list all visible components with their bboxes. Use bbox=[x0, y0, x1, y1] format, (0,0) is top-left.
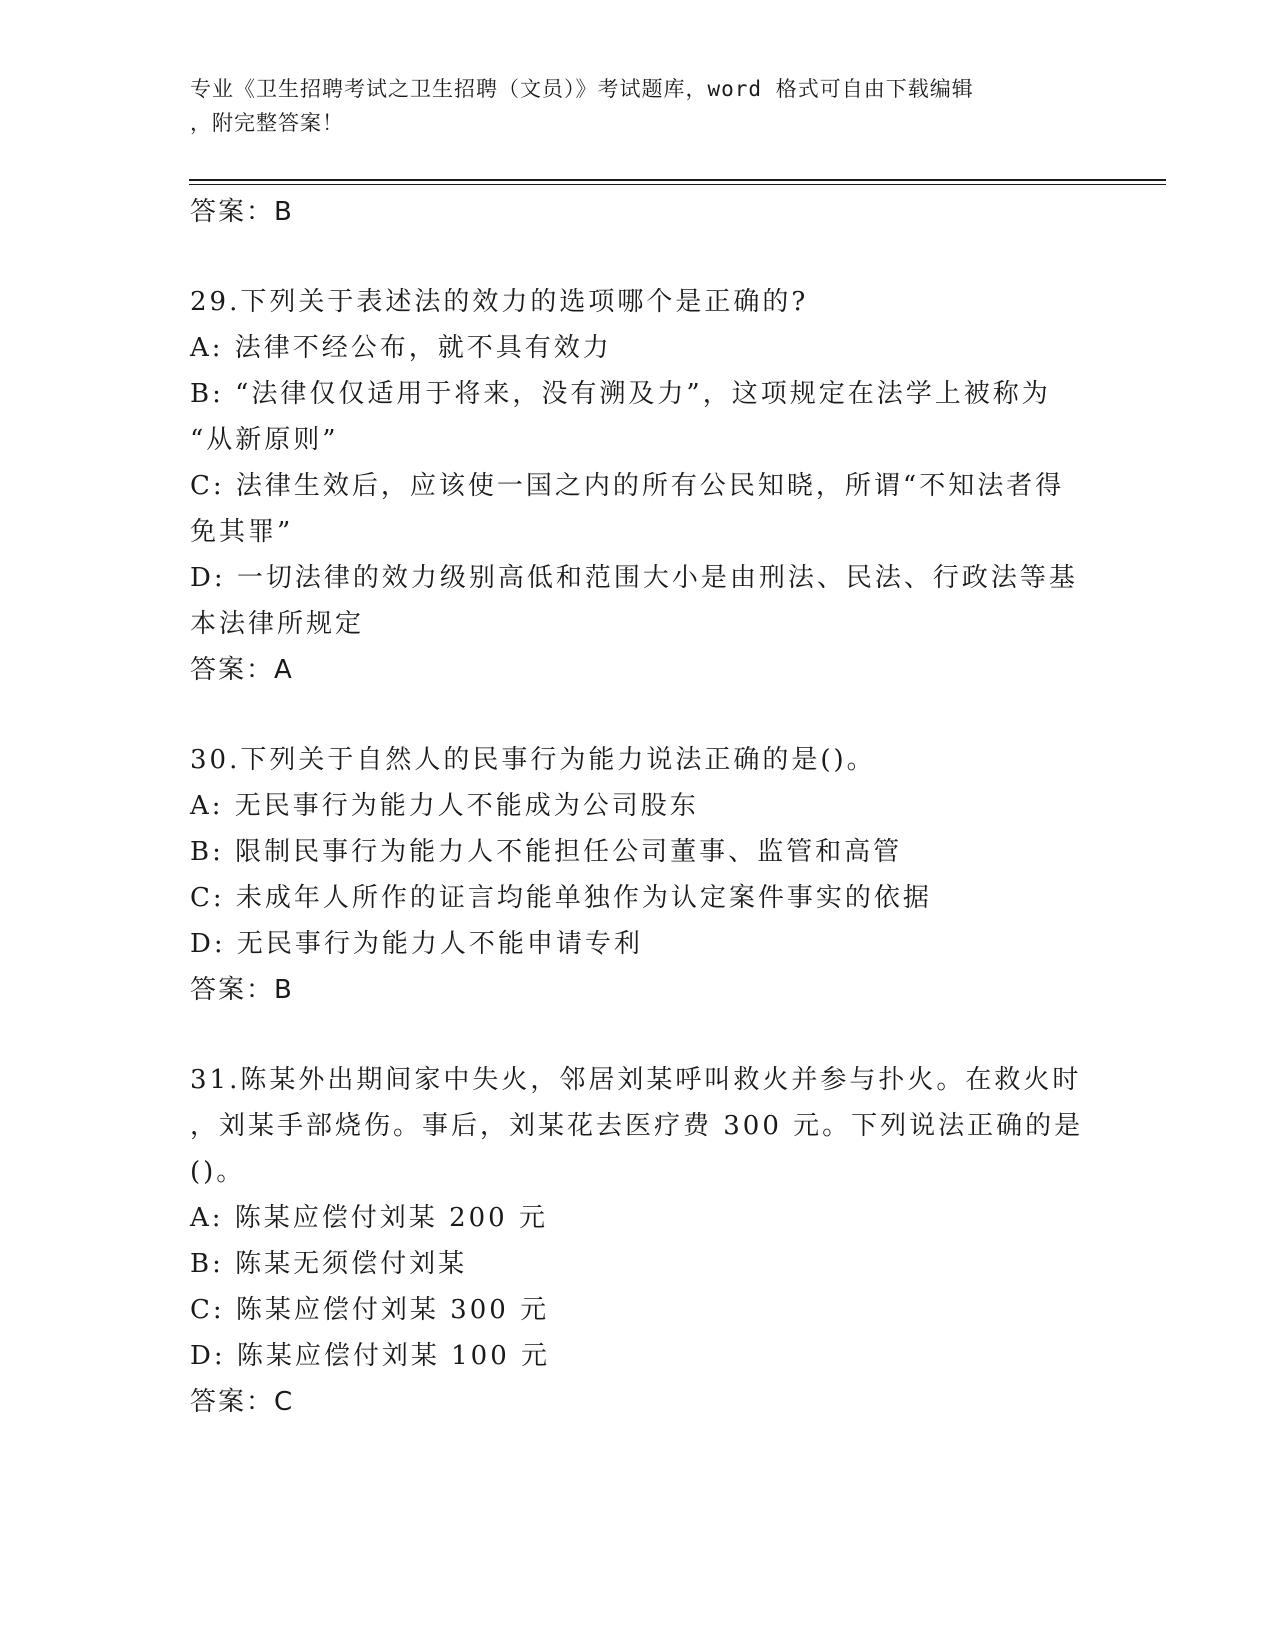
question-text: 30.下列关于自然人的民事行为能力说法正确的是()。 bbox=[190, 745, 876, 775]
header-line-2: ，附完整答案！ bbox=[190, 111, 344, 135]
previous-answer: 答案：B bbox=[190, 197, 294, 227]
header-rule-thick bbox=[189, 179, 1166, 181]
question-text-line-1: 31.陈某外出期间家中失火，邻居刘某呼叫救火并参与扑火。在救火时 bbox=[190, 1065, 1082, 1095]
header-line-1: 专业《卫生招聘考试之卫生招聘（文员）》考试题库，word 格式可自由下载编辑 bbox=[190, 77, 974, 101]
option-b-line-1: B: “法律仅仅适用于将来，没有溯及力”，这项规定在法学上被称为 bbox=[190, 379, 1051, 409]
option-a: A: 无民事行为能力人不能成为公司股东 bbox=[190, 791, 699, 821]
option-d-line-1: D: 一切法律的效力级别高低和范围大小是由刑法、民法、行政法等基 bbox=[190, 563, 1078, 593]
option-c: C: 未成年人所作的证言均能单独作为认定案件事实的依据 bbox=[190, 883, 932, 913]
question-text: 29.下列关于表述法的效力的选项哪个是正确的? bbox=[190, 287, 809, 317]
question-30 bbox=[190, 737, 1090, 1013]
answer: 答案：A bbox=[190, 655, 294, 685]
option-b: B: 陈某无须偿付刘某 bbox=[190, 1249, 468, 1279]
question-text-line-3: ()。 bbox=[190, 1157, 246, 1187]
answer: 答案：C bbox=[190, 1387, 295, 1417]
header-rule-thin bbox=[189, 184, 1166, 185]
option-a: A: 陈某应偿付刘某 200 元 bbox=[190, 1203, 548, 1233]
document-header bbox=[190, 72, 1090, 140]
option-d: D: 无民事行为能力人不能申请专利 bbox=[190, 929, 643, 959]
document-body bbox=[190, 189, 1090, 1425]
option-b: B: 限制民事行为能力人不能担任公司董事、监管和高管 bbox=[190, 837, 903, 867]
option-b-line-2: “从新原则” bbox=[190, 425, 339, 455]
option-c: C: 陈某应偿付刘某 300 元 bbox=[190, 1295, 550, 1325]
option-a: A: 法律不经公布，就不具有效力 bbox=[190, 333, 612, 363]
option-d-line-2: 本法律所规定 bbox=[190, 609, 365, 639]
option-c-line-1: C: 法律生效后，应该使一国之内的所有公民知晓，所谓“不知法者得 bbox=[190, 471, 1065, 501]
option-d: D: 陈某应偿付刘某 100 元 bbox=[190, 1341, 551, 1371]
question-29 bbox=[190, 279, 1090, 693]
question-text-line-2: ，刘某手部烧伤。事后，刘某花去医疗费 300 元。下列说法正确的是 bbox=[190, 1111, 1084, 1141]
option-c-line-2: 免其罪” bbox=[190, 517, 294, 547]
question-31 bbox=[190, 1057, 1090, 1425]
answer: 答案：B bbox=[190, 975, 294, 1005]
